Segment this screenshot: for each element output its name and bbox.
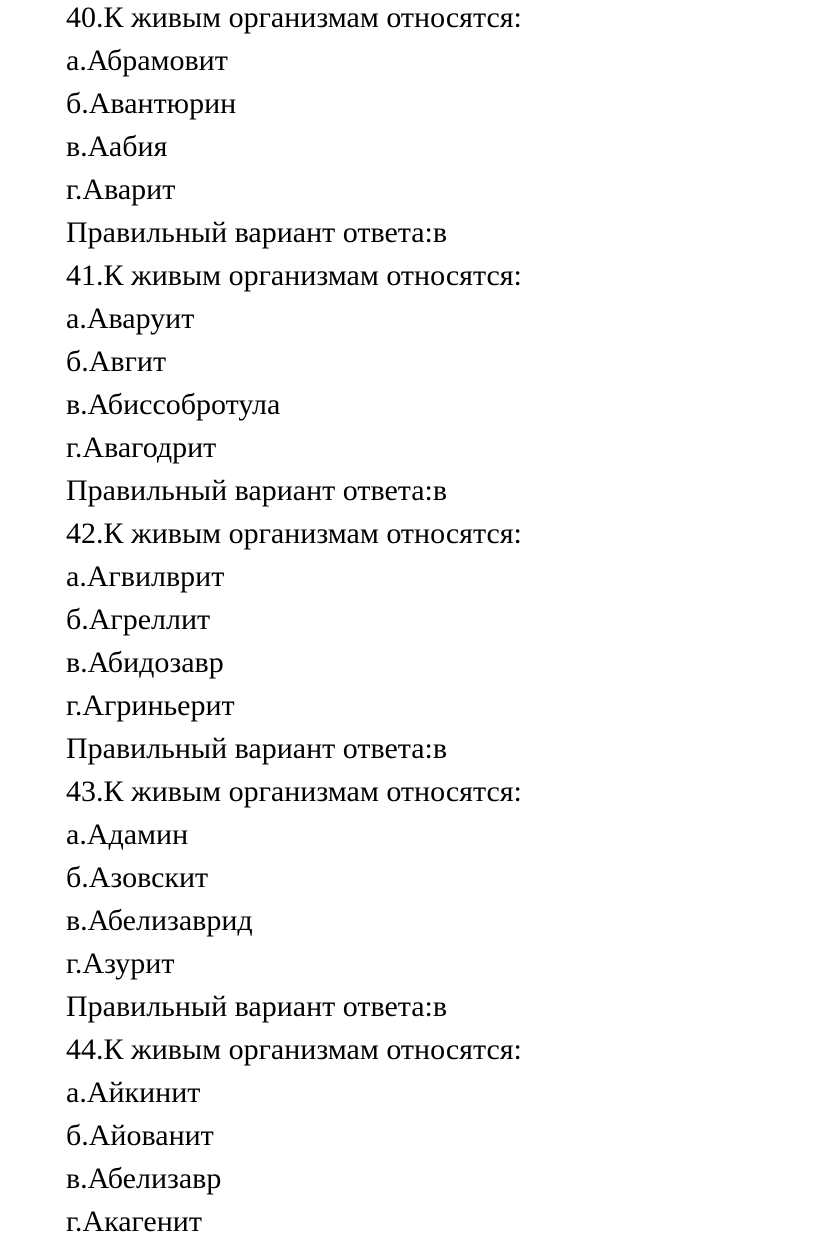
answer-option: б.Айованит bbox=[66, 1119, 214, 1152]
answer-option: в.Аабия bbox=[66, 130, 168, 163]
answer-option: б.Азовскит bbox=[66, 861, 209, 894]
answer-option: а.Айкинит bbox=[66, 1076, 201, 1109]
answer-option: б.Авгит bbox=[66, 345, 167, 378]
correct-answer: Правильный вариант ответа:в bbox=[66, 990, 448, 1023]
correct-answer: Правильный вариант ответа:в bbox=[66, 216, 448, 249]
answer-option: а.Агвилврит bbox=[66, 560, 225, 593]
answer-option: г.Аварит bbox=[66, 173, 176, 206]
answer-option: в.Абелизаврид bbox=[66, 904, 253, 937]
answer-option: а.Адамин bbox=[66, 818, 189, 851]
answer-option: б.Агреллит bbox=[66, 603, 211, 636]
correct-answer: Правильный вариант ответа:в bbox=[66, 732, 448, 765]
document-page bbox=[66, 0, 816, 1250]
question-text: 44.К живым организмам относятся: bbox=[66, 1033, 522, 1066]
question-text: 43.К живым организмам относятся: bbox=[66, 775, 522, 808]
answer-option: а.Аваруит bbox=[66, 302, 195, 335]
question-text: 42.К живым организмам относятся: bbox=[66, 517, 522, 550]
answer-option: б.Авантюрин bbox=[66, 87, 237, 120]
answer-option: а.Абрамовит bbox=[66, 44, 228, 77]
answer-option: в.Абиссобротула bbox=[66, 388, 281, 421]
answer-option: в.Абелизавр bbox=[66, 1162, 222, 1195]
answer-option: г.Авагодрит bbox=[66, 431, 217, 464]
question-text: 41.К живым организмам относятся: bbox=[66, 259, 522, 292]
correct-answer: Правильный вариант ответа:в bbox=[66, 474, 448, 507]
answer-option: г.Акагенит bbox=[66, 1205, 202, 1238]
answer-option: в.Абидозавр bbox=[66, 646, 224, 679]
answer-option: г.Агриньерит bbox=[66, 689, 235, 722]
question-text: 40.К живым организмам относятся: bbox=[66, 1, 522, 34]
answer-option: г.Азурит bbox=[66, 947, 175, 980]
